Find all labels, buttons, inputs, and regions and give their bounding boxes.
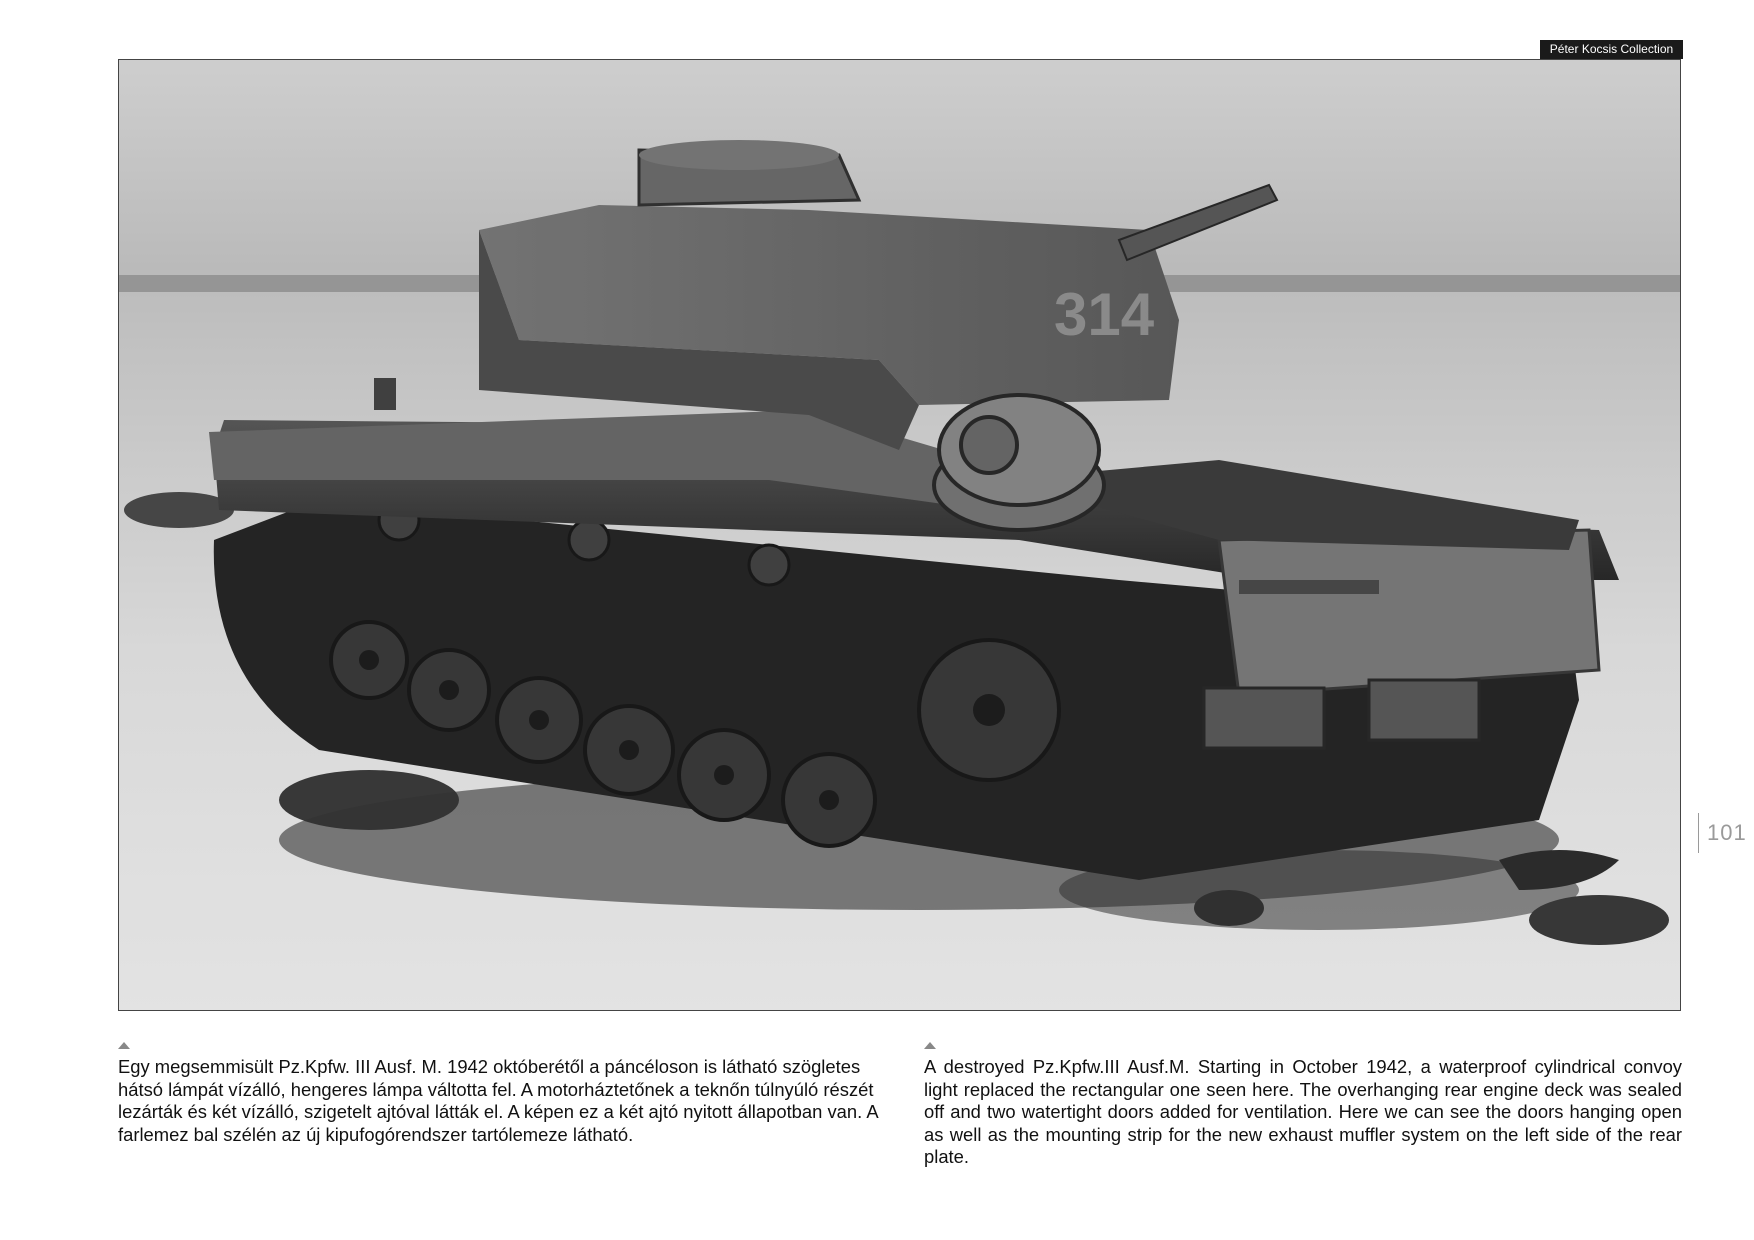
caption-marker-hungarian [118, 1042, 130, 1049]
caption-hungarian-text: Egy megsemmisült Pz.Kpfw. III Ausf. M. 1942 októberétől a páncéloson is látható szögletes hátsó lámpát vízálló, hengeres lámpa váltotta fel. A motorháztetőnek a teknőn túlnyúló részét lezárták és két vízálló, szigetelt ajtóval látták el. A képen ez a két ajtó nyitott állapotban van. A farlemez bal szélén az új kipufogórendszer tartólemeze látható. [118, 1056, 878, 1145]
caption-hungarian [118, 1056, 888, 1146]
page-number: 101 [1698, 813, 1747, 853]
caption-marker-english [924, 1042, 936, 1049]
tank-photo [118, 59, 1681, 1011]
caption-english-text: A destroyed Pz.Kpfw.III Ausf.M. Starting in October 1942, a waterproof cylindrical convoy light replaced the rectangular one seen here. The overhanging rear engine deck was sealed off and two watertight doors added for ventilation. Here we can see the doors hanging open as well as the mounting strip for the new exhaust muffler system on the left side of the rear plate. [924, 1056, 1682, 1167]
photo-credit: Péter Kocsis Collection [1540, 40, 1683, 59]
svg-text:314: 314 [1054, 281, 1155, 348]
caption-english [924, 1056, 1682, 1169]
